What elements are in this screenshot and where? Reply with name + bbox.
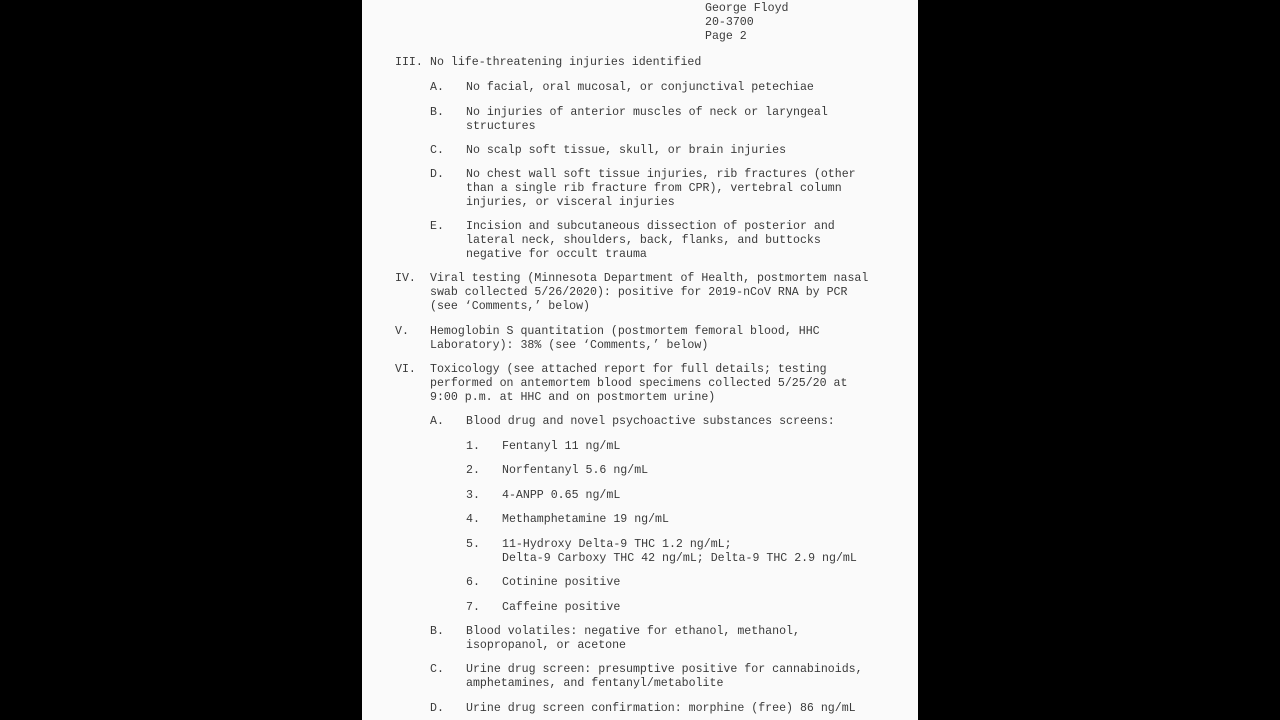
section-4-line: (see ‘Comments,’ below) [430,300,591,313]
section-3-title: No life-threatening injuries identified [430,56,702,69]
item-3b-line: structures [466,120,536,133]
item-6a-label: A. [430,415,444,428]
drug-item-text: Delta-9 Carboxy THC 42 ng/mL; Delta-9 THC 2.9 ng/mL [502,552,857,565]
item-3d-label: D. [430,168,444,181]
section-6-line: 9:00 p.m. at HHC and on postmortem urine) [430,391,716,404]
item-3d-line: than a single rib fracture from CPR), vertebral column [466,182,842,195]
drug-item-number: 3. [466,489,480,502]
section-4-line: Viral testing (Minnesota Department of Health, postmortem nasal [430,272,869,285]
item-3e-line: lateral neck, shoulders, back, flanks, and buttocks [466,234,821,247]
drug-item-text: 4-ANPP 0.65 ng/mL [502,489,621,502]
drug-item-text: Cotinine positive [502,576,621,589]
drug-item-number: 5. [466,538,480,551]
section-3-number: III. [395,56,423,69]
item-3c-label: C. [430,144,444,157]
item-6b-label: B. [430,625,444,638]
item-6c-line: amphetamines, and fentanyl/metabolite [466,677,724,690]
drug-item-text: Fentanyl 11 ng/mL [502,440,621,453]
section-5-number: V. [395,325,409,338]
drug-item-number: 4. [466,513,480,526]
item-6c-label: C. [430,663,444,676]
item-6b-line: isopropanol, or acetone [466,639,627,652]
section-5-line: Hemoglobin S quantitation (postmortem femoral blood, HHC [430,325,820,338]
item-3a-line: No facial, oral mucosal, or conjunctival petechiae [466,81,814,94]
item-3b-line: No injuries of anterior muscles of neck or laryngeal [466,106,828,119]
drug-item-number: 2. [466,464,480,477]
item-3a-label: A. [430,81,444,94]
item-3d-line: injuries, or visceral injuries [466,196,675,209]
drug-item-text: Caffeine positive [502,601,621,614]
drug-item-text: Norfentanyl 5.6 ng/mL [502,464,649,477]
item-6a-text: Blood drug and novel psychoactive substances screens: [466,415,835,428]
autopsy-report-page [362,0,918,720]
section-6-number: VI. [395,363,416,376]
item-3e-label: E. [430,220,444,233]
section-6-line: performed on antemortem blood specimens collected 5/25/20 at [430,377,848,390]
item-6c-line: Urine drug screen: presumptive positive for cannabinoids, [466,663,863,676]
section-4-number: IV. [395,272,416,285]
section-5-line: Laboratory): 38% (see ‘Comments,’ below) [430,339,709,352]
item-6b-line: Blood volatiles: negative for ethanol, methanol, [466,625,800,638]
drug-item-number: 7. [466,601,480,614]
section-4-line: swab collected 5/26/2020): positive for 2019-nCoV RNA by PCR [430,286,848,299]
item-3d-line: No chest wall soft tissue injuries, rib fractures (other [466,168,856,181]
drug-item-text: Methamphetamine 19 ng/mL [502,513,669,526]
drug-item-text: 11-Hydroxy Delta-9 THC 1.2 ng/mL; [502,538,732,551]
item-3e-line: negative for occult trauma [466,248,647,261]
item-3b-label: B. [430,106,444,119]
item-3c-line: No scalp soft tissue, skull, or brain injuries [466,144,787,157]
item-3e-line: Incision and subcutaneous dissection of posterior and [466,220,835,233]
section-6-line: Toxicology (see attached report for full details; testing [430,363,827,376]
item-6d-label: D. [430,702,444,715]
drug-item-number: 1. [466,440,480,453]
header-case-number: 20-3700 [705,16,754,29]
item-6d-line: Urine drug screen confirmation: morphine (free) 86 ng/mL [466,702,856,715]
header-name: George Floyd [705,2,789,15]
header-page: Page 2 [705,30,747,43]
drug-item-number: 6. [466,576,480,589]
